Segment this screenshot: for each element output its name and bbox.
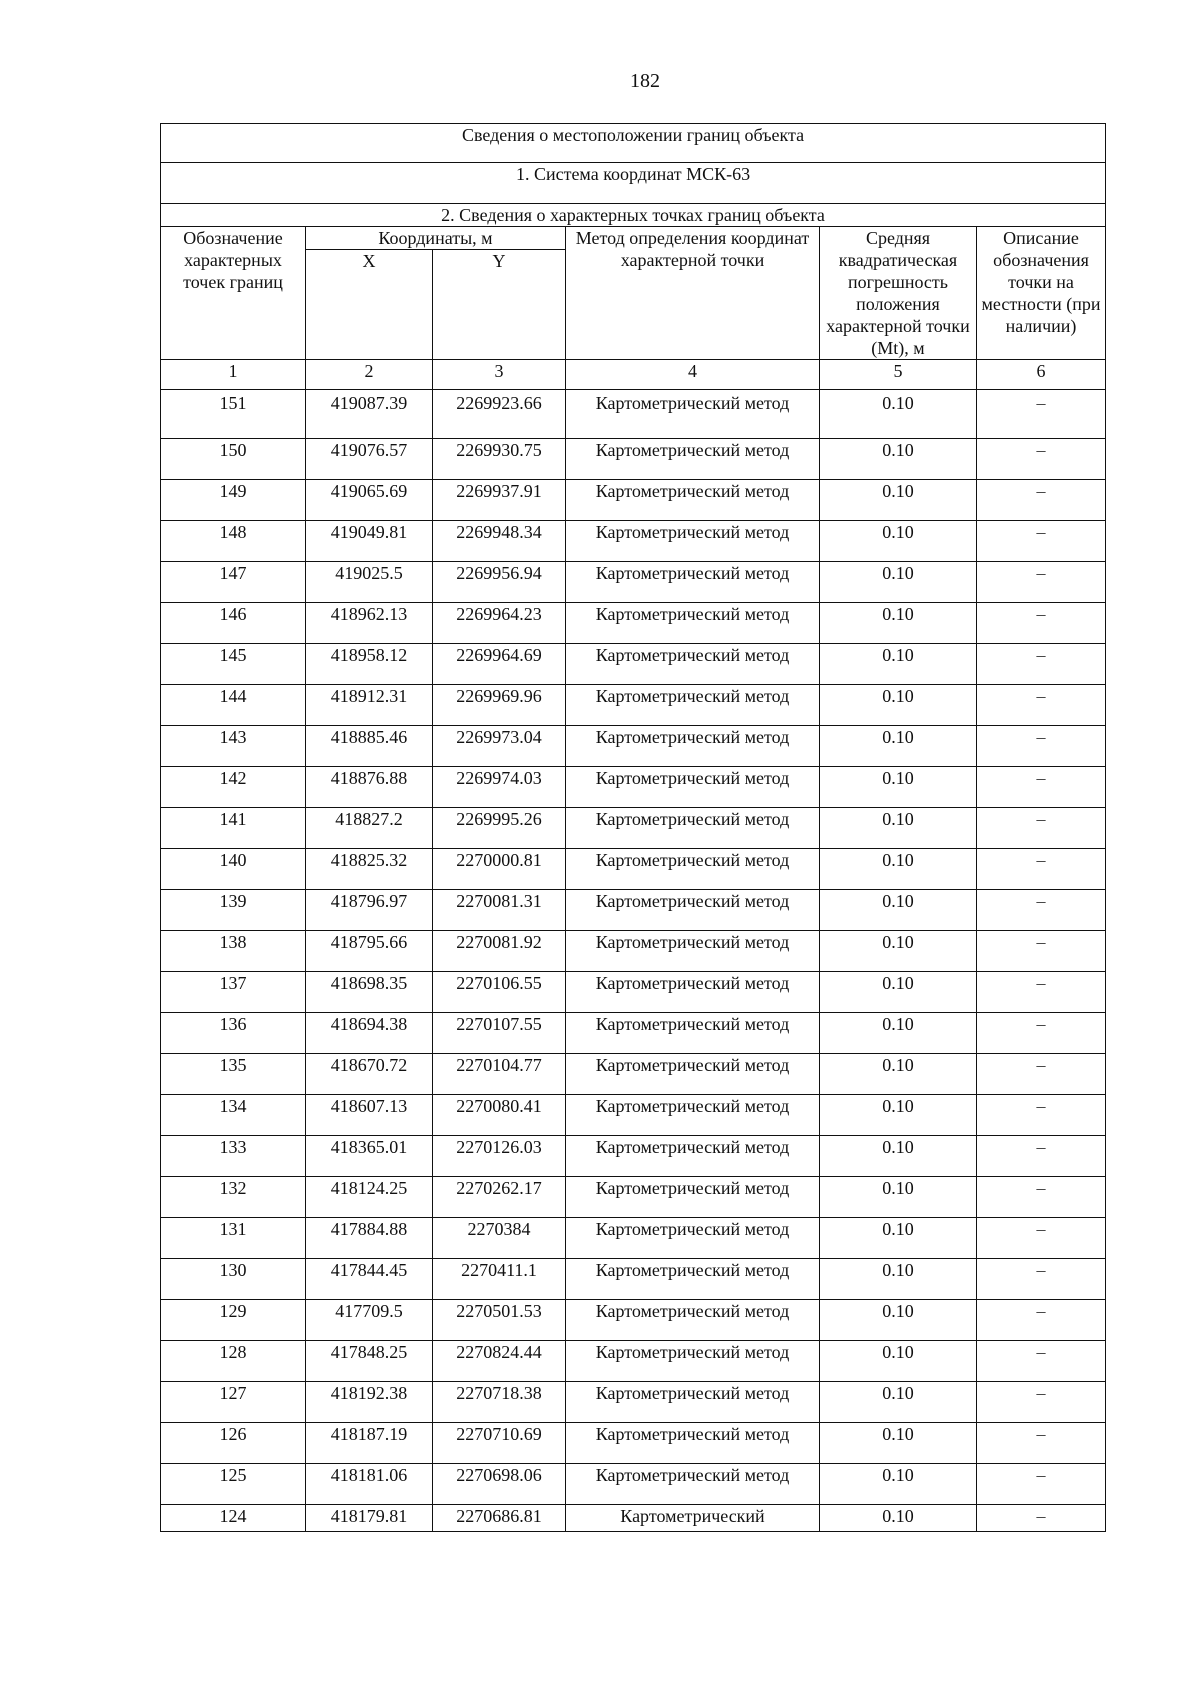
point-description: – <box>977 1423 1106 1464</box>
error-value: 0.10 <box>820 808 977 849</box>
error-value: 0.10 <box>820 972 977 1013</box>
table-title: Сведения о местоположении границ объекта <box>161 124 1106 163</box>
coord-x: 417848.25 <box>306 1341 433 1382</box>
point-number: 139 <box>161 890 306 931</box>
point-number: 151 <box>161 390 306 439</box>
method: Картометрический метод <box>566 1013 820 1054</box>
method: Картометрический метод <box>566 1300 820 1341</box>
point-description: – <box>977 644 1106 685</box>
coord-x: 418694.38 <box>306 1013 433 1054</box>
table-row <box>161 644 1106 685</box>
error-value: 0.10 <box>820 521 977 562</box>
table-row <box>161 1423 1106 1464</box>
coord-y: 2269923.66 <box>433 390 566 439</box>
column-number: 5 <box>820 360 977 390</box>
coord-y: 2269964.23 <box>433 603 566 644</box>
point-description: – <box>977 685 1106 726</box>
point-description: – <box>977 603 1106 644</box>
page-number: 182 <box>630 70 660 92</box>
point-description: – <box>977 1054 1106 1095</box>
header-y: Y <box>433 250 566 360</box>
table-row <box>161 972 1106 1013</box>
coord-x: 418124.25 <box>306 1177 433 1218</box>
coord-x: 418181.06 <box>306 1464 433 1505</box>
point-number: 140 <box>161 849 306 890</box>
coord-x: 417709.5 <box>306 1300 433 1341</box>
method: Картометрический метод <box>566 726 820 767</box>
coord-y: 2270262.17 <box>433 1177 566 1218</box>
method: Картометрический метод <box>566 644 820 685</box>
point-number: 128 <box>161 1341 306 1382</box>
error-value: 0.10 <box>820 1382 977 1423</box>
coord-y: 2269948.34 <box>433 521 566 562</box>
table-row <box>161 1505 1106 1532</box>
table-row <box>161 390 1106 439</box>
column-number: 6 <box>977 360 1106 390</box>
point-description: – <box>977 808 1106 849</box>
point-number: 145 <box>161 644 306 685</box>
column-number: 4 <box>566 360 820 390</box>
header-method: Метод определения координат характерной точки <box>566 227 820 360</box>
point-description: – <box>977 1259 1106 1300</box>
method: Картометрический метод <box>566 1423 820 1464</box>
point-description: – <box>977 1095 1106 1136</box>
coord-y: 2269974.03 <box>433 767 566 808</box>
column-number: 1 <box>161 360 306 390</box>
point-number: 133 <box>161 1136 306 1177</box>
coord-x: 417844.45 <box>306 1259 433 1300</box>
coord-y: 2269956.94 <box>433 562 566 603</box>
point-description: – <box>977 726 1106 767</box>
table-row <box>161 1177 1106 1218</box>
method: Картометрический метод <box>566 1095 820 1136</box>
table-row <box>161 1218 1106 1259</box>
header-error <box>820 227 977 360</box>
coord-x: 418958.12 <box>306 644 433 685</box>
point-description: – <box>977 1177 1106 1218</box>
table-row <box>161 1259 1106 1300</box>
point-number: 125 <box>161 1464 306 1505</box>
coord-x: 419087.39 <box>306 390 433 439</box>
error-value: 0.10 <box>820 644 977 685</box>
point-number: 134 <box>161 1095 306 1136</box>
table-row <box>161 685 1106 726</box>
error-value: 0.10 <box>820 1177 977 1218</box>
point-number: 150 <box>161 439 306 480</box>
point-description: – <box>977 1341 1106 1382</box>
table-row <box>161 1300 1106 1341</box>
point-description: – <box>977 562 1106 603</box>
error-value: 0.10 <box>820 931 977 972</box>
coord-y: 2270000.81 <box>433 849 566 890</box>
method: Картометрический метод <box>566 1136 820 1177</box>
column-number: 2 <box>306 360 433 390</box>
coord-x: 419025.5 <box>306 562 433 603</box>
point-description: – <box>977 1136 1106 1177</box>
method: Картометрический метод <box>566 1259 820 1300</box>
point-number: 138 <box>161 931 306 972</box>
method: Картометрический метод <box>566 1341 820 1382</box>
coord-x: 418796.97 <box>306 890 433 931</box>
method: Картометрический метод <box>566 1218 820 1259</box>
coord-x: 418885.46 <box>306 726 433 767</box>
point-number: 143 <box>161 726 306 767</box>
coord-x: 417884.88 <box>306 1218 433 1259</box>
error-value: 0.10 <box>820 890 977 931</box>
coord-y: 2269995.26 <box>433 808 566 849</box>
error-value: 0.10 <box>820 849 977 890</box>
error-value: 0.10 <box>820 1423 977 1464</box>
coord-y: 2270710.69 <box>433 1423 566 1464</box>
coord-x: 418698.35 <box>306 972 433 1013</box>
point-description: – <box>977 439 1106 480</box>
point-description: – <box>977 931 1106 972</box>
error-value: 0.10 <box>820 1300 977 1341</box>
point-description: – <box>977 767 1106 808</box>
error-value: 0.10 <box>820 1013 977 1054</box>
point-number: 141 <box>161 808 306 849</box>
point-description: – <box>977 890 1106 931</box>
method: Картометрический метод <box>566 480 820 521</box>
error-value: 0.10 <box>820 767 977 808</box>
table-row <box>161 726 1106 767</box>
coord-x: 418795.66 <box>306 931 433 972</box>
coord-y: 2270411.1 <box>433 1259 566 1300</box>
error-value: 0.10 <box>820 1341 977 1382</box>
point-description: – <box>977 972 1106 1013</box>
coord-y: 2269969.96 <box>433 685 566 726</box>
point-number: 137 <box>161 972 306 1013</box>
table-row <box>161 931 1106 972</box>
coord-x: 418192.38 <box>306 1382 433 1423</box>
coord-y: 2270718.38 <box>433 1382 566 1423</box>
header-designation: Обозначение характерных точек границ <box>161 227 306 360</box>
method: Картометрический метод <box>566 603 820 644</box>
coord-y: 2270104.77 <box>433 1054 566 1095</box>
table-row <box>161 890 1106 931</box>
table-row <box>161 1341 1106 1382</box>
coord-x: 418607.13 <box>306 1095 433 1136</box>
error-value: 0.10 <box>820 1095 977 1136</box>
coord-x: 418179.81 <box>306 1505 433 1532</box>
table-row <box>161 1095 1106 1136</box>
table-row <box>161 562 1106 603</box>
table-row <box>161 439 1106 480</box>
coordinate-system: 1. Система координат МСК-63 <box>161 163 1106 204</box>
method: Картометрический <box>566 1505 820 1532</box>
point-description: – <box>977 849 1106 890</box>
point-description: – <box>977 1505 1106 1532</box>
coord-y: 2270384 <box>433 1218 566 1259</box>
point-number: 149 <box>161 480 306 521</box>
point-number: 144 <box>161 685 306 726</box>
table-row <box>161 1013 1106 1054</box>
method: Картометрический метод <box>566 685 820 726</box>
point-number: 129 <box>161 1300 306 1341</box>
error-value: 0.10 <box>820 480 977 521</box>
coord-y: 2269930.75 <box>433 439 566 480</box>
coord-x: 418876.88 <box>306 767 433 808</box>
error-value: 0.10 <box>820 1505 977 1532</box>
point-number: 136 <box>161 1013 306 1054</box>
table-row <box>161 849 1106 890</box>
coord-x: 418827.2 <box>306 808 433 849</box>
table-row <box>161 1136 1106 1177</box>
error-value: 0.10 <box>820 726 977 767</box>
coord-x: 418912.31 <box>306 685 433 726</box>
point-number: 147 <box>161 562 306 603</box>
coord-y: 2270824.44 <box>433 1341 566 1382</box>
method: Картометрический метод <box>566 808 820 849</box>
coord-y: 2270106.55 <box>433 972 566 1013</box>
point-number: 126 <box>161 1423 306 1464</box>
method: Картометрический метод <box>566 562 820 603</box>
coord-y: 2269973.04 <box>433 726 566 767</box>
method: Картометрический метод <box>566 1382 820 1423</box>
coord-y: 2270686.81 <box>433 1505 566 1532</box>
point-description: – <box>977 480 1106 521</box>
point-description: – <box>977 1464 1106 1505</box>
points-section-title: 2. Сведения о характерных точках границ объекта <box>161 204 1106 227</box>
error-value: 0.10 <box>820 1054 977 1095</box>
coord-y: 2270081.31 <box>433 890 566 931</box>
table-row <box>161 480 1106 521</box>
header-description: Описание обозначения точки на местности (при наличии) <box>977 227 1106 360</box>
table-row <box>161 521 1106 562</box>
point-number: 148 <box>161 521 306 562</box>
method: Картометрический метод <box>566 1054 820 1095</box>
point-number: 130 <box>161 1259 306 1300</box>
coord-x: 418962.13 <box>306 603 433 644</box>
error-value: 0.10 <box>820 1136 977 1177</box>
point-description: – <box>977 1300 1106 1341</box>
point-number: 146 <box>161 603 306 644</box>
table-row <box>161 1464 1106 1505</box>
error-value: 0.10 <box>820 1259 977 1300</box>
method: Картометрический метод <box>566 849 820 890</box>
error-value: 0.10 <box>820 562 977 603</box>
method: Картометрический метод <box>566 1464 820 1505</box>
header-coordinates: Координаты, м <box>306 227 566 250</box>
point-description: – <box>977 1218 1106 1259</box>
coord-y: 2269964.69 <box>433 644 566 685</box>
coord-x: 418365.01 <box>306 1136 433 1177</box>
error-value: 0.10 <box>820 685 977 726</box>
point-description: – <box>977 1013 1106 1054</box>
error-value: 0.10 <box>820 603 977 644</box>
method: Картометрический метод <box>566 767 820 808</box>
coord-x: 419049.81 <box>306 521 433 562</box>
table-row <box>161 808 1106 849</box>
point-description: – <box>977 1382 1106 1423</box>
coord-y: 2270080.41 <box>433 1095 566 1136</box>
point-number: 127 <box>161 1382 306 1423</box>
coord-y: 2269937.91 <box>433 480 566 521</box>
method: Картометрический метод <box>566 931 820 972</box>
coord-x: 419076.57 <box>306 439 433 480</box>
error-value: 0.10 <box>820 1464 977 1505</box>
header-error-text: Средняя квадратическая погрешность положения характерной точки (Mt), м <box>826 228 970 358</box>
table-row <box>161 1382 1106 1423</box>
method: Картометрический метод <box>566 390 820 439</box>
column-number: 3 <box>433 360 566 390</box>
table-row <box>161 767 1106 808</box>
method: Картометрический метод <box>566 521 820 562</box>
method: Картометрический метод <box>566 972 820 1013</box>
coord-y: 2270501.53 <box>433 1300 566 1341</box>
point-description: – <box>977 521 1106 562</box>
coord-x: 418825.32 <box>306 849 433 890</box>
point-description: – <box>977 390 1106 439</box>
coord-x: 418187.19 <box>306 1423 433 1464</box>
coord-x: 419065.69 <box>306 480 433 521</box>
coord-y: 2270126.03 <box>433 1136 566 1177</box>
point-number: 131 <box>161 1218 306 1259</box>
error-value: 0.10 <box>820 439 977 480</box>
boundary-table <box>160 123 1106 1532</box>
coord-y: 2270081.92 <box>433 931 566 972</box>
error-value: 0.10 <box>820 1218 977 1259</box>
header-x: X <box>306 250 433 360</box>
coord-y: 2270698.06 <box>433 1464 566 1505</box>
error-value: 0.10 <box>820 390 977 439</box>
table-row <box>161 603 1106 644</box>
coord-x: 418670.72 <box>306 1054 433 1095</box>
method: Картометрический метод <box>566 890 820 931</box>
point-number: 135 <box>161 1054 306 1095</box>
point-number: 124 <box>161 1505 306 1532</box>
table-row <box>161 1054 1106 1095</box>
method: Картометрический метод <box>566 439 820 480</box>
coord-y: 2270107.55 <box>433 1013 566 1054</box>
point-number: 142 <box>161 767 306 808</box>
point-number: 132 <box>161 1177 306 1218</box>
method: Картометрический метод <box>566 1177 820 1218</box>
